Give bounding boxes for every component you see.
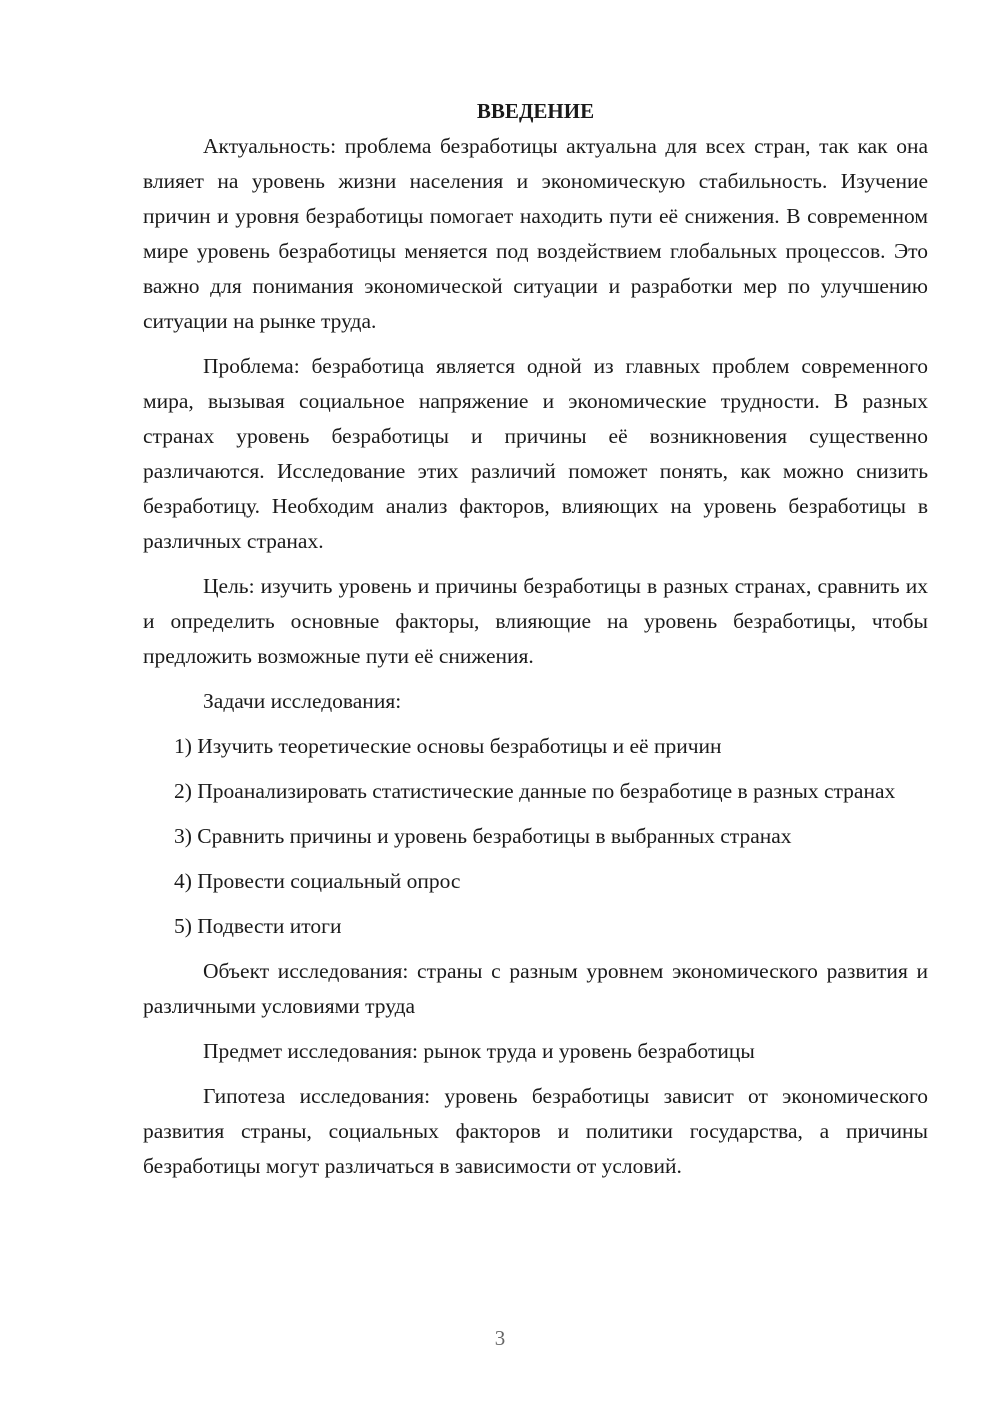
page-title: ВВЕДЕНИЕ: [476, 99, 595, 123]
tasks-heading: Задачи исследования:: [203, 689, 402, 713]
goal-paragraph: Цель: изучить уровень и причины безработицы в разных странах, сравнить их и определить основные факторы, влияющие на уровень безработицы, чтобы предложить возможные пути её снижения.: [143, 574, 928, 668]
task-item: 4) Провести социальный опрос: [174, 869, 461, 893]
task-item: 5) Подвести итоги: [174, 914, 342, 938]
page-number: 3: [494, 1326, 506, 1350]
task-item: 1) Изучить теоретические основы безработицы и её причин: [174, 734, 722, 758]
document-page: [143, 96, 928, 1194]
relevance-paragraph: Актуальность: проблема безработицы актуальна для всех стран, так как она влияет на уровень жизни населения и экономическую стабильность. Изучение причин и уровня безработицы помогает находить пути её снижения. В современном мире уровень безработицы меняется под воздействием глобальных процессов. Это важно для понимания экономической ситуации и разработки мер по улучшению ситуации на рынке труда.: [143, 134, 928, 333]
object-paragraph: Объект исследования: страны с разным уровнем экономического развития и различными условиями труда: [143, 959, 928, 1018]
task-item: 3) Сравнить причины и уровень безработицы в выбранных странах: [174, 824, 792, 848]
task-item: 2) Проанализировать статистические данные по безработице в разных странах: [174, 779, 896, 803]
problem-paragraph: Проблема: безработица является одной из главных проблем современного мира, вызывая социальное напряжение и экономические трудности. В разных странах уровень безработицы и причины её возникновения существенно различаются. Исследование этих различий поможет понять, как можно снизить безработицу. Необходим анализ факторов, влияющих на уровень безработицы в различных странах.: [143, 354, 928, 553]
hypothesis-paragraph: Гипотеза исследования: уровень безработицы зависит от экономического развития страны, социальных факторов и политики государства, а причины безработицы могут различаться в зависимости от условий.: [143, 1084, 928, 1178]
subject-paragraph: Предмет исследования: рынок труда и уровень безработицы: [203, 1039, 755, 1063]
